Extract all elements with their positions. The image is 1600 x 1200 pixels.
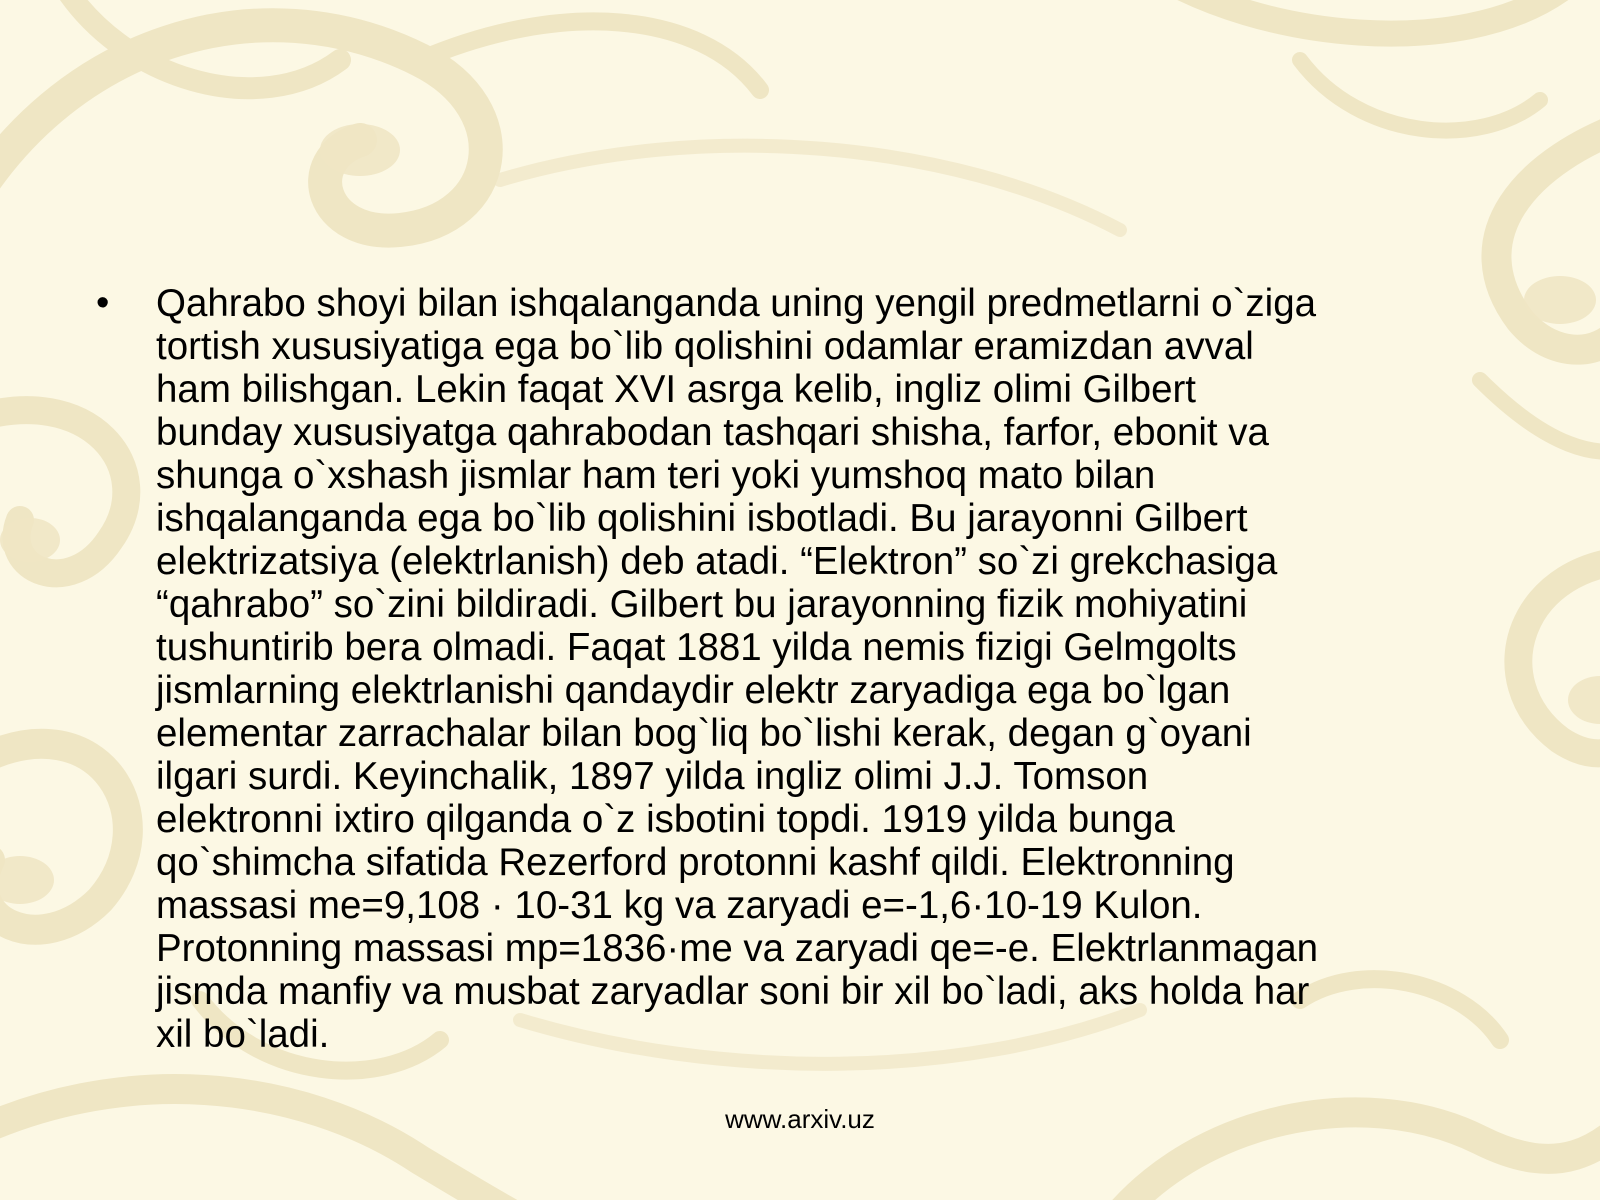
paragraph-text: Qahrabo shoyi bilan ishqalanganda uning yengil predmetlarni o`ziga tortish xususiyatiga ega bo`lib qolishini odamlar eramizdan avval ham bilishgan. Lekin faqat XVI asrga kelib, ingliz olimi Gilbert bunday xususiyatga qahrabodan tashqari shisha, farfor, ebonit va shunga o`xshash jismlar ham teri yoki yumshoq mato bilan ishqalanganda ega bo`lib qolishini isbotladi. Bu jarayonni Gilbert elektrizatsiya (elektrlanish) deb atadi. “Elektron” so`zi grekchasiga “qahrabo” so`zini bildiradi. Gilbert bu jarayonning fizik mohiyatini tushuntirib bera olmadi. Faqat 1881 yilda nemis fizigi Gelmgolts jismlarning elektrlanishi qandaydir elektr zaryadiga ega bo`lgan elementar zarrachalar bilan bog`liq bo`lishi kerak, degan g`oyani ilgari surdi. Keyinchalik, 1897 yilda ingliz olimi J.J. Tomson elektronni ixtiro qilganda o`z isbotini topdi. 1919 yilda bunga qo`shimcha sifatida Rezerford protonni kashf qildi. Elektronning massasi me=9,108 · 10-31 kg va zaryadi e=-1,6·10-19 Kulon. Protonning massasi mp=1836·me va zaryadi qe=-e. Elektrlanmagan jismda manfiy va musbat zaryadlar soni bir xil bo`ladi, aks holda har xil bo`ladi. bbox=[156, 282, 1319, 1056]
footer-url: www.arxiv.uz bbox=[725, 1104, 875, 1134]
bullet-paragraph bbox=[96, 282, 1516, 1056]
text-block bbox=[96, 282, 1516, 1056]
bullet-marker: • bbox=[96, 282, 110, 324]
